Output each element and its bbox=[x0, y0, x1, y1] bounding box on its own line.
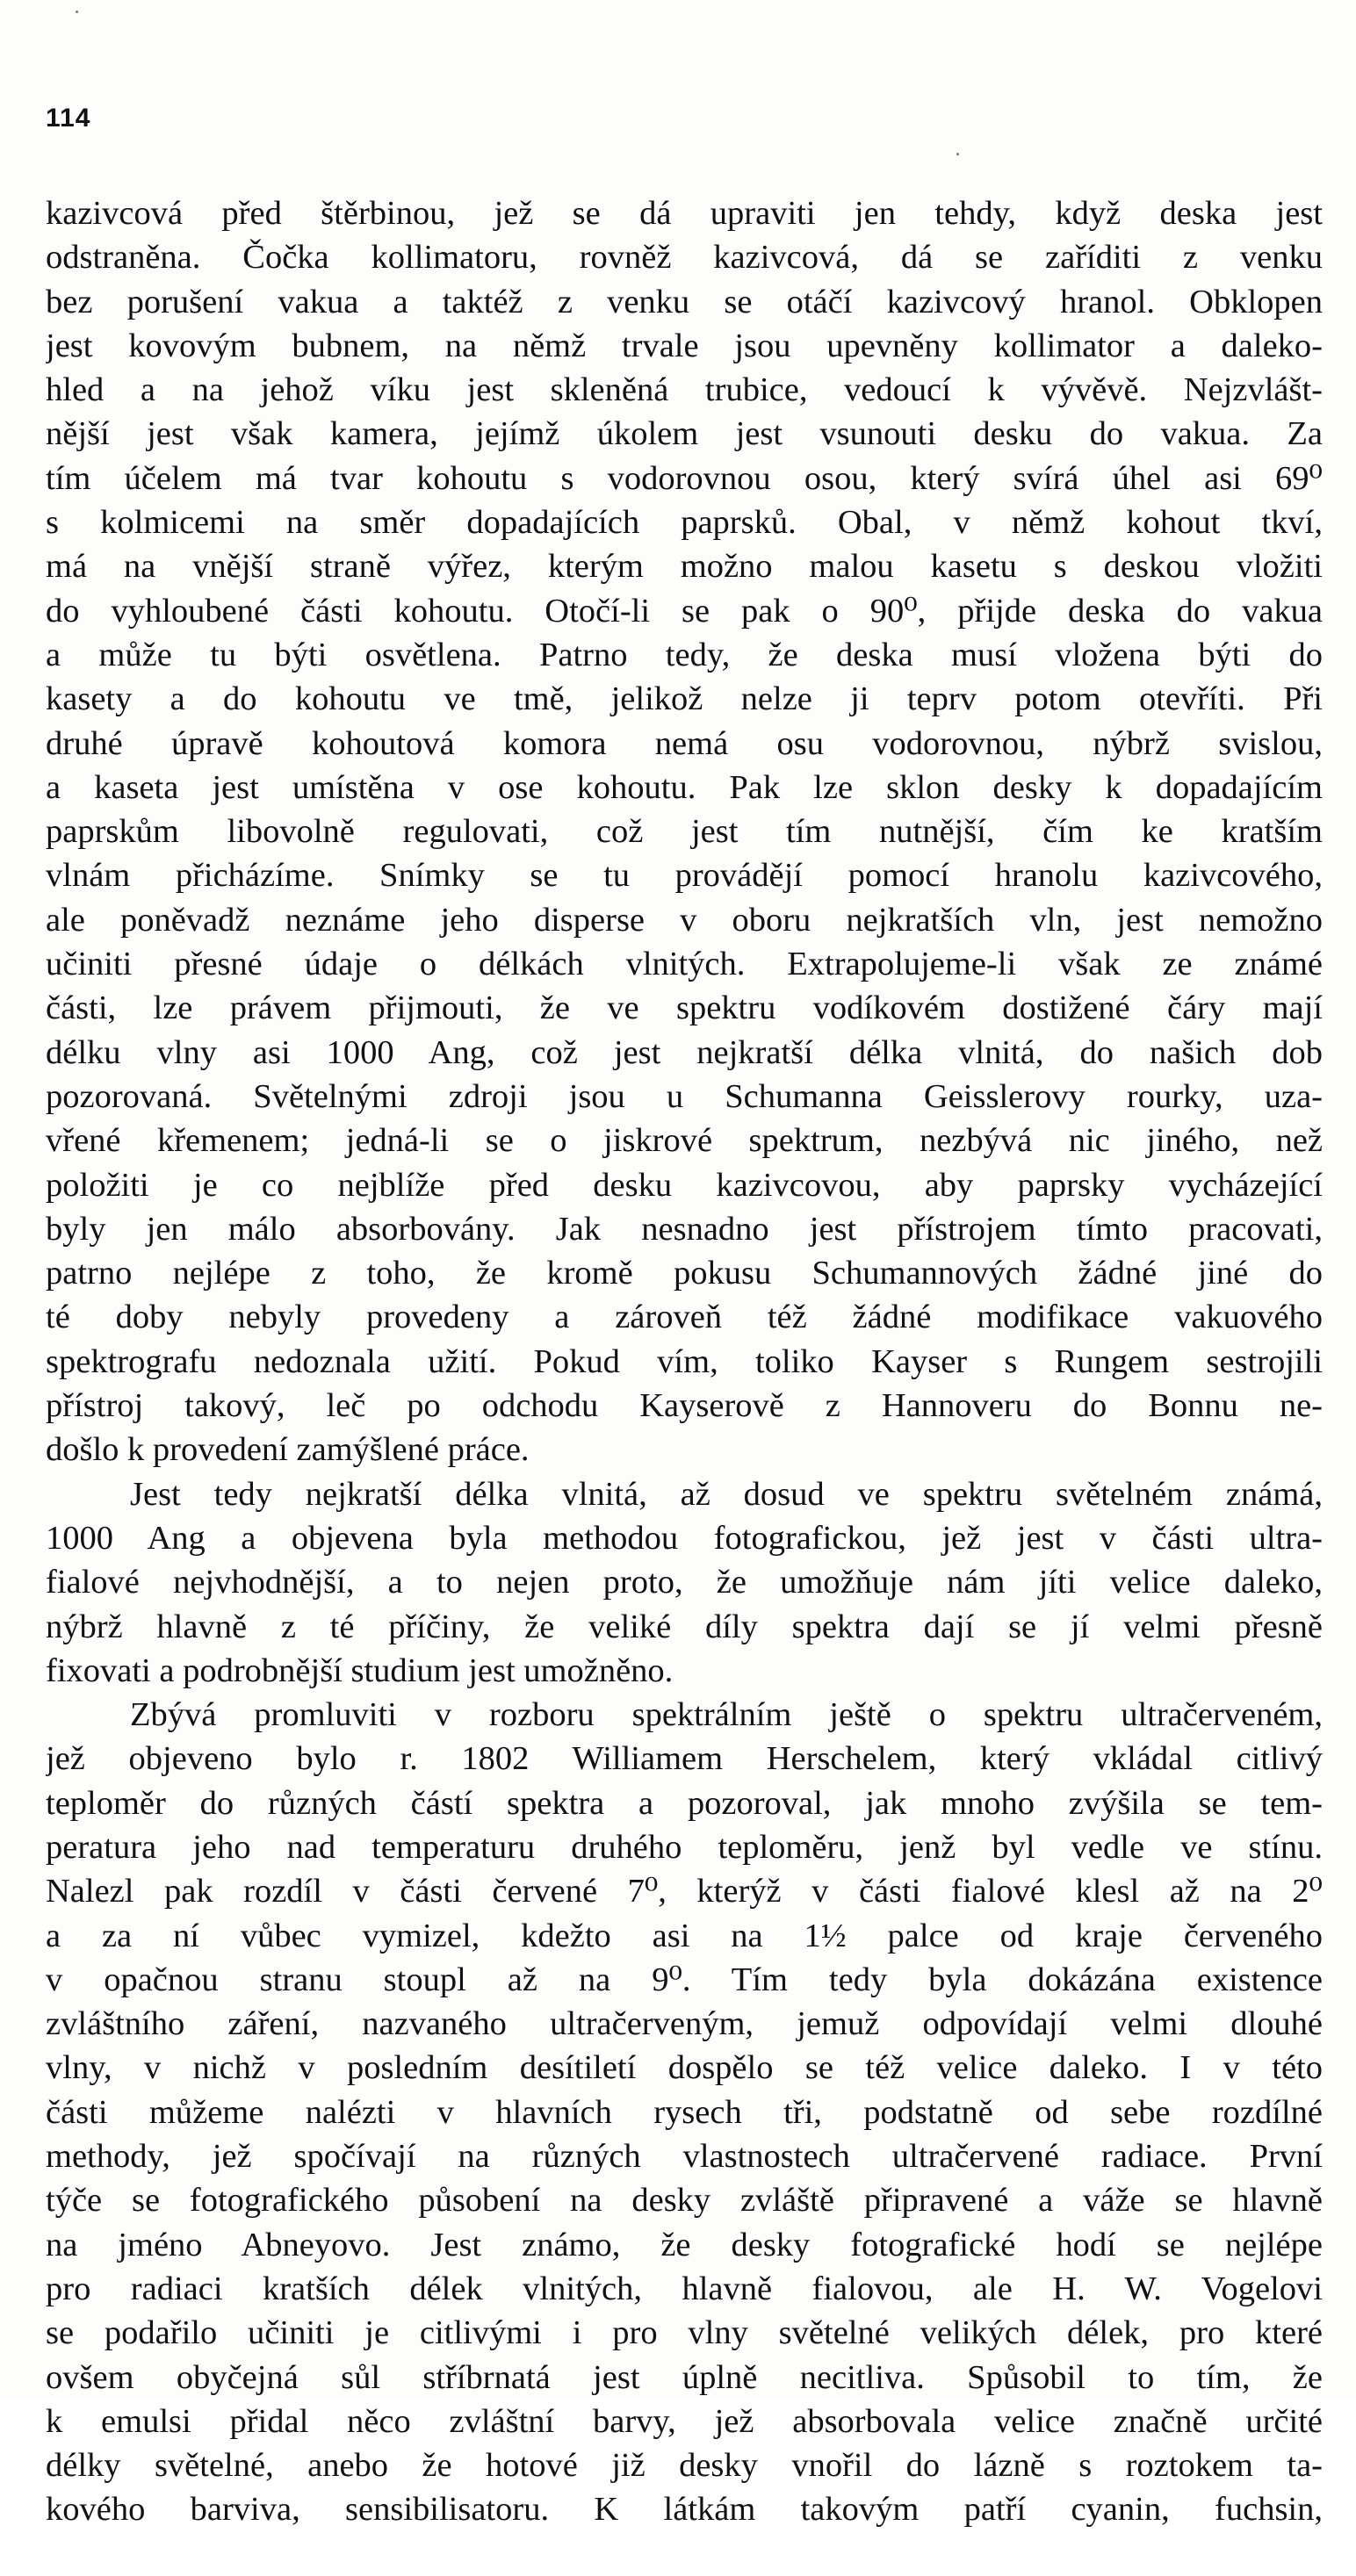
text-line: patrno nejlépe z toho, že kromě pokusu Schumannových žádné jiné do bbox=[46, 1255, 1323, 1292]
text-line: jež objeveno bylo r. 1802 Williamem Herschelem, který vkládal citlivý bbox=[46, 1740, 1323, 1778]
text-line: 1000 Ang a objevena byla methodou fotografickou, jež jest v části ultra- bbox=[46, 1519, 1323, 1557]
paragraph-start-line: Jest tedy nejkratší délka vlnitá, až dosud ve spektru světelném známá, bbox=[130, 1475, 1323, 1513]
text-line: má na vnější straně výřez, kterým možno malou kasetu s deskou vložiti bbox=[46, 548, 1323, 586]
text-line: a může tu býti osvětlena. Patrno tedy, že deska musí vložena býti do bbox=[46, 636, 1323, 673]
text-line: spektrografu nedoznala užití. Pokud vím, toliko Kayser s Rungem sestrojili bbox=[46, 1342, 1323, 1380]
text-line: ale poněvadž neznáme jeho disperse v oboru nejkratších vln, jest nemožno bbox=[46, 901, 1323, 939]
text-line: části, lze právem přijmouti, že ve spektru vodíkovém dostižené čáry mají bbox=[46, 989, 1323, 1027]
text-line: zvláštního záření, nazvaného ultračerveným, jemuž odpovídají velmi dlouhé bbox=[46, 2005, 1323, 2043]
text-line: byly jen málo absorbovány. Jak nesnadno jest přístrojem tímto pracovati, bbox=[46, 1210, 1323, 1248]
text-line: ovšem obyčejná sůl stříbrnatá jest úplně necitliva. Spůsobil to tím, že bbox=[46, 2358, 1323, 2396]
text-line: odstraněna. Čočka kollimatoru, rovněž kazivcová, dá se zaříditi z venku bbox=[46, 239, 1323, 277]
text-line: jest kovovým bubnem, na němž trvale jsou upevněny kollimator a daleko- bbox=[46, 327, 1323, 364]
page-number: 114 bbox=[46, 104, 91, 133]
text-line: druhé úpravě kohoutová komora nemá osu vodorovnou, nýbrž svislou, bbox=[46, 724, 1323, 762]
text-line: pro radiaci kratších délek vlnitých, hlavně fialovou, ale H. W. Vogelovi bbox=[46, 2270, 1323, 2307]
text-line: hled a na jehož víku jest skleněná trubice, vedoucí k vývěvě. Nejzvlášt- bbox=[46, 371, 1323, 409]
text-line: kového barviva, sensibilisatoru. K látkám takovým patří cyanin, fuchsin, bbox=[46, 2491, 1323, 2529]
text-line: methody, jež spočívají na různých vlastnostech ultračervené radiace. První bbox=[46, 2138, 1323, 2176]
text-line: délku vlny asi 1000 Ang, což jest nejkratší délka vlnitá, do našich dob bbox=[46, 1033, 1323, 1071]
text-line: a za ní vůbec vymizel, kdežto asi na 1½ palce od kraje červeného bbox=[46, 1917, 1323, 1954]
text-line: kazivcová před štěrbinou, jež se dá upraviti jen tehdy, když deska jest bbox=[46, 195, 1323, 232]
text-line: peratura jeho nad temperaturu druhého teploměru, jenž byl vedle ve stínu. bbox=[46, 1828, 1323, 1866]
body-text bbox=[46, 191, 1323, 2576]
text-line: pozorovaná. Světelnými zdroji jsou u Schumanna Geisslerovy rourky, uza- bbox=[46, 1077, 1323, 1115]
text-line: vlny, v nichž v posledním desítiletí dospělo se též velice daleko. I v této bbox=[46, 2049, 1323, 2087]
text-line: a kaseta jest umístěna v ose kohoutu. Pak lze sklon desky k dopadajícím bbox=[46, 768, 1323, 806]
text-line: teploměr do různých částí spektra a pozoroval, jak mnoho zvýšila se tem- bbox=[46, 1784, 1323, 1822]
text-line: bez porušení vakua a taktéž z venku se otáčí kazivcový hranol. Obklopen bbox=[46, 283, 1323, 320]
text-line: k emulsi přidal něco zvláštní barvy, jež absorbovala velice značně určité bbox=[46, 2402, 1323, 2440]
text-line: na jméno Abneyovo. Jest známo, že desky fotografické hodí se nejlépe bbox=[46, 2226, 1323, 2263]
text-line: vlnám přicházíme. Snímky se tu provádějí pomocí hranolu kazivcového, bbox=[46, 857, 1323, 895]
text-line: učiniti přesné údaje o délkách vlnitých. Extrapolujeme-li však ze známé bbox=[46, 946, 1323, 983]
text-line: části můžeme nalézti v hlavních rysech tři, podstatně od sebe rozdílné bbox=[46, 2093, 1323, 2131]
text-line: fialové nejvhodnější, a to nejen proto, že umožňuje nám jíti velice daleko, bbox=[46, 1564, 1323, 1601]
text-line: vřené křemenem; jedná-li se o jiskrové spektrum, nezbývá nic jiného, než bbox=[46, 1122, 1323, 1160]
text-line: tím účelem má tvar kohoutu s vodorovnou osou, který svírá úhel asi 69⁰ bbox=[46, 459, 1323, 497]
text-line: s kolmicemi na směr dopadajících paprsků. Obal, v němž kohout tkví, bbox=[46, 504, 1323, 542]
text-line: Nalezl pak rozdíl v části červené 7⁰, kterýž v části fialové klesl až na 2⁰ bbox=[46, 1873, 1323, 1910]
text-line: se podařilo učiniti je citlivými i pro vlny světelné velikých délek, pro které bbox=[46, 2314, 1323, 2352]
scan-speck bbox=[956, 153, 959, 155]
paragraph-end-line: fixovati a podrobnější studium jest umožněno. bbox=[46, 1651, 674, 1689]
text-line bbox=[46, 2532, 1323, 2576]
paragraph-end-line: došlo k provedení zamýšlené práce. bbox=[46, 1431, 530, 1469]
text-line: kasety a do kohoutu ve tmě, jelikož nelze ji teprv potom otevříti. Při bbox=[46, 680, 1323, 718]
paragraph-start-line: Zbývá promluviti v rozboru spektrálním ještě o spektru ultračerveném, bbox=[130, 1696, 1323, 1734]
text-line: té doby nebyly provedeny a zároveň též žádné modifikace vakuového bbox=[46, 1299, 1323, 1336]
text-line: paprskům libovolně regulovati, což jest tím nutnější, čím ke kratším bbox=[46, 813, 1323, 851]
text-line: nýbrž hlavně z té příčiny, že veliké díly spektra dají se jí velmi přesně bbox=[46, 1608, 1323, 1645]
text-line: přístroj takový, leč po odchodu Kayserově z Hannoveru do Bonnu ne- bbox=[46, 1387, 1323, 1425]
text-line: délky světelné, anebo že hotové již desky vnořil do lázně s roztokem ta- bbox=[46, 2447, 1323, 2485]
scan-speck bbox=[76, 11, 78, 13]
text-line: týče se fotografického působení na desky zvláště připravené a váže se hlavně bbox=[46, 2182, 1323, 2220]
text-line: do vyhloubené části kohoutu. Otočí-li se pak o 90⁰, přijde deska do vakua bbox=[46, 592, 1323, 630]
text-line: položiti je co nejblíže před desku kazivcovou, aby paprsky vycházející bbox=[46, 1166, 1323, 1204]
text-line: nější jest však kamera, jejímž úkolem jest vsunouti desku do vakua. Za bbox=[46, 415, 1323, 453]
text-line: v opačnou stranu stoupl až na 9⁰. Tím tedy byla dokázána existence bbox=[46, 1961, 1323, 1998]
